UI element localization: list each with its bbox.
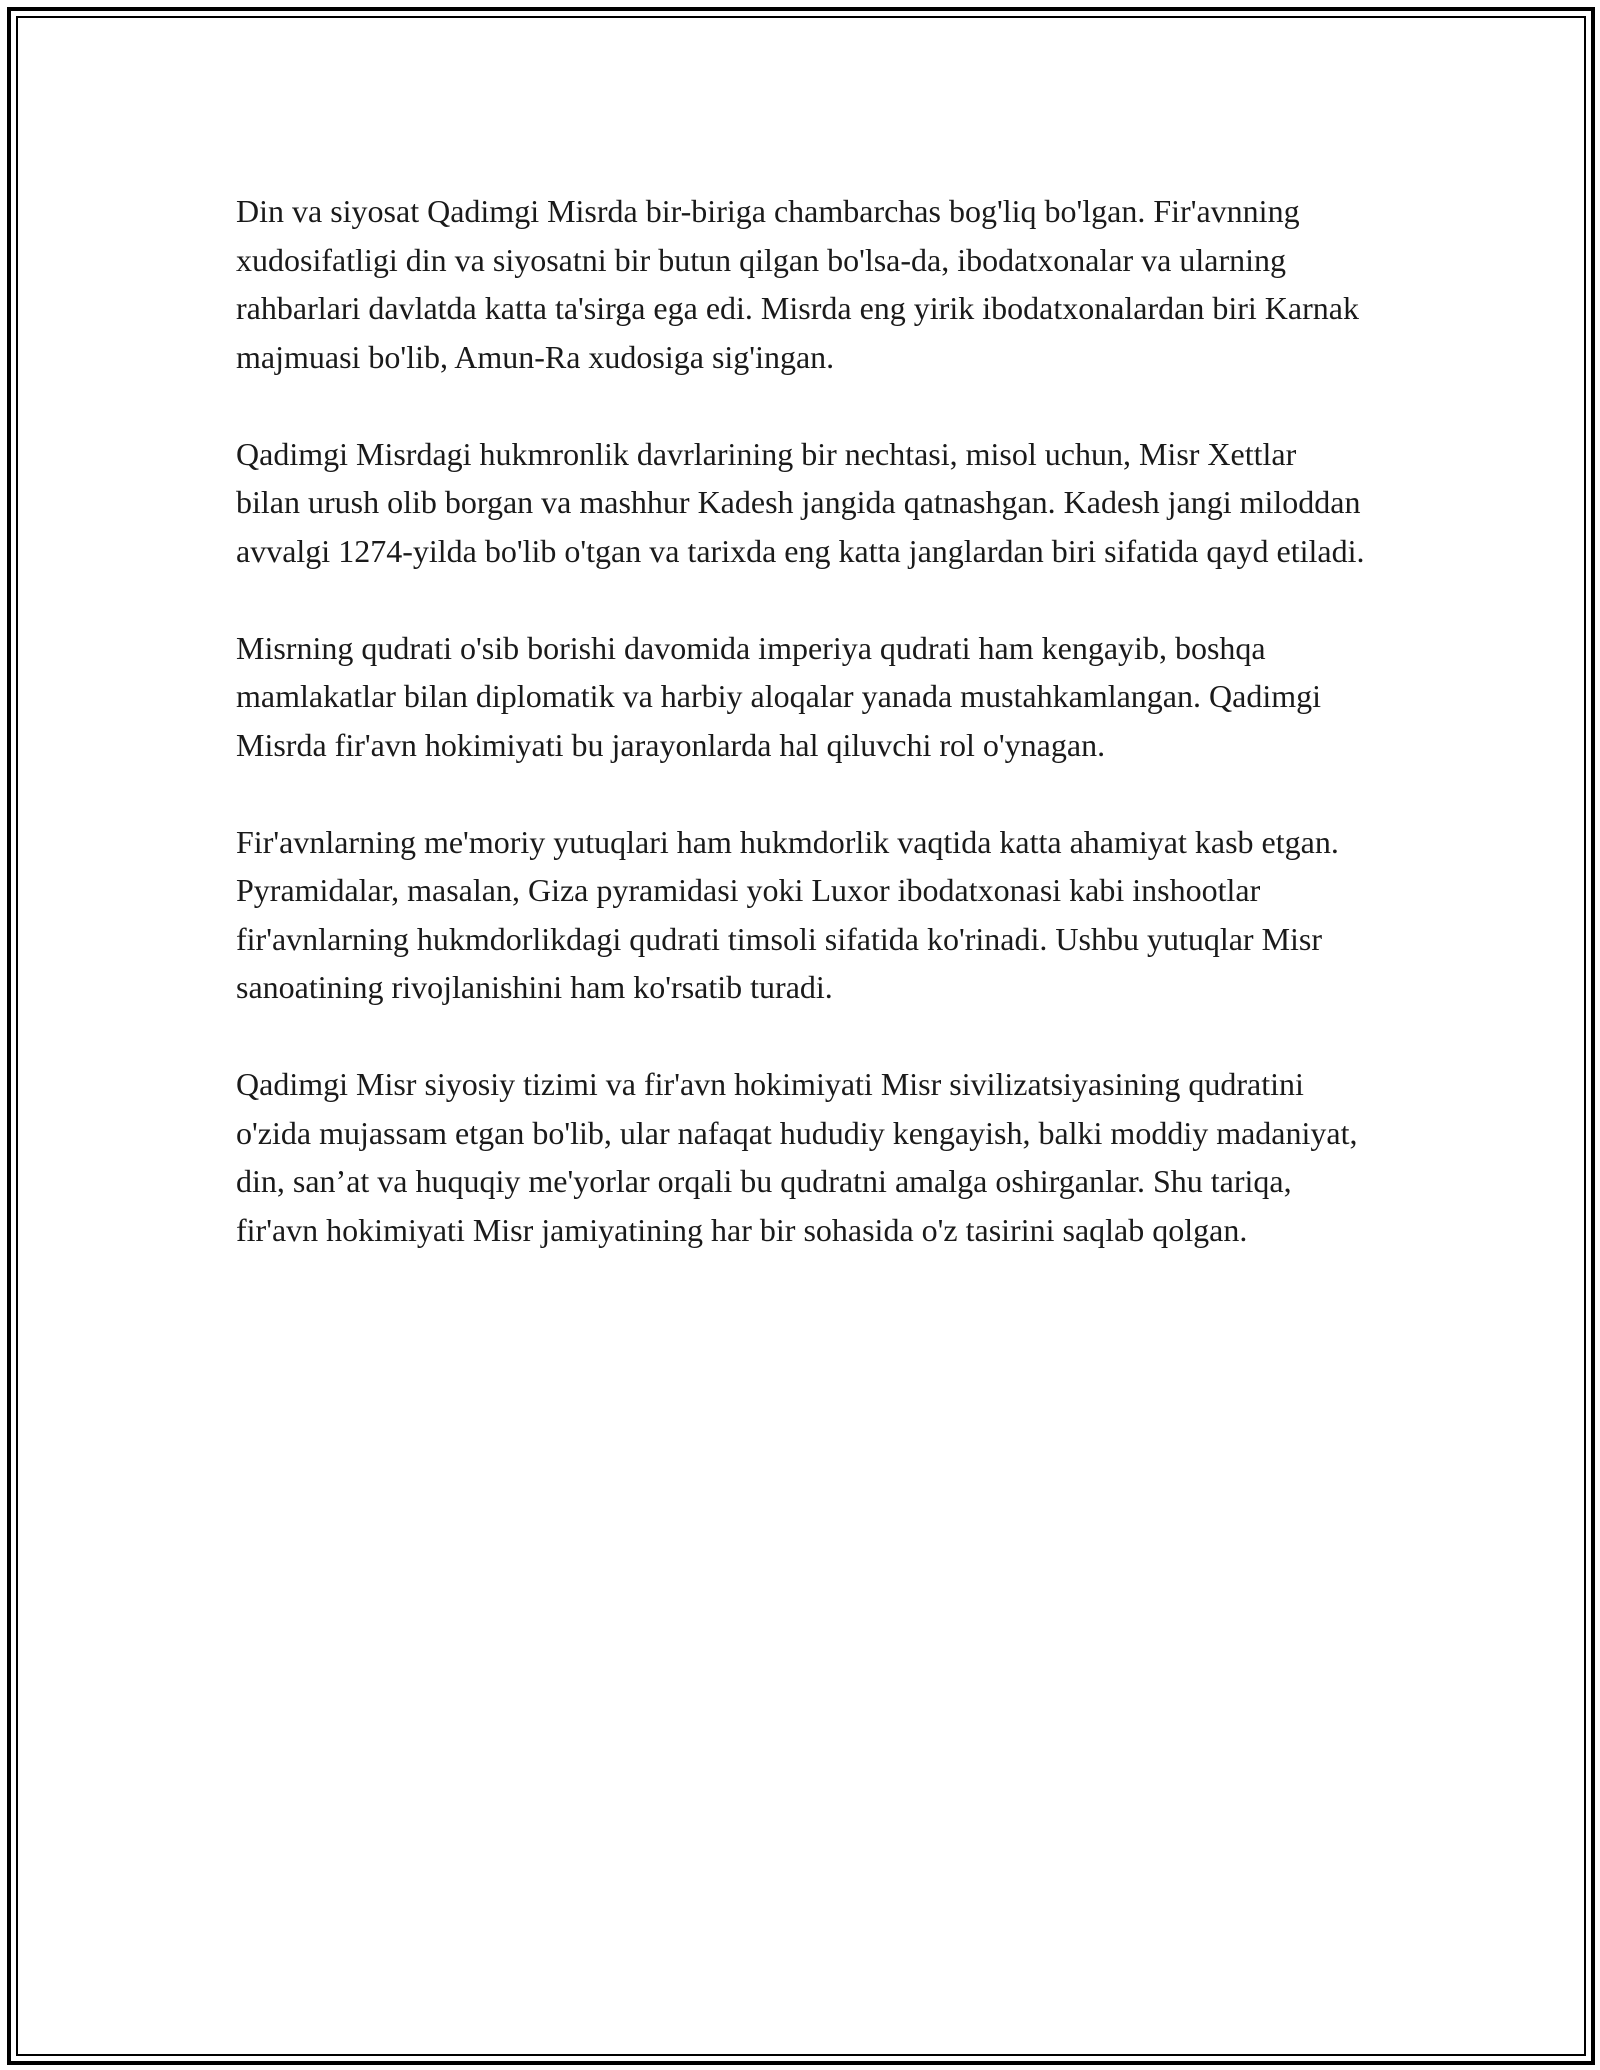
paragraph-4: Fir'avnlarning me'moriy yutuqlari ham hukmdorlik vaqtida katta ahamiyat kasb etgan. Pyramidalar, masalan, Giza pyramidasi yoki Luxor ibodatxonasi kabi inshootlar fir'avnlarning hukmdorlikdagi qudrati timsoli sifatida ko'rinadi. Ushbu yutuqlar Misr sanoatining rivojlanishini ham ko'rsatib turadi. bbox=[236, 823, 1339, 1005]
paragraph-5: Qadimgi Misr siyosiy tizimi va fir'avn hokimiyati Misr sivilizatsiyasining qudratini o'zida mujassam etgan bo'lib, ular nafaqat hududiy kengayish, balki moddiy madaniyat, din, san’at va huquqiy me'yorlar orqali bu qudratni amalga oshirganlar. Shu tariqa, fir'avn hokimiyati Misr jamiyatining har bir sohasida o'z tasirini saqlab qolgan. bbox=[236, 1066, 1358, 1248]
document-body bbox=[236, 187, 1366, 1303]
paragraph-2: Qadimgi Misrdagi hukmronlik davrlarining bir nechtasi, misol uchun, Misr Xettlar bilan urush olib borgan va mashhur Kadesh jangida qatnashgan. Kadesh jangi miloddan avvalgi 1274-yilda bo'lib o'tgan va tarixda eng katta janglardan biri sifatida qayd etiladi. bbox=[236, 435, 1365, 569]
paragraph-1: Din va siyosat Qadimgi Misrda bir-biriga chambarchas bog'liq bo'lgan. Fir'avnning xudosifatligi din va siyosatni bir butun qilgan bo'lsa-da, ibodatxonalar va ularning rahbarlari davlatda katta ta'sirga ega edi. Misrda eng yirik ibodatxonalardan biri Karnak majmuasi bo'lib, Amun-Ra xudosiga sig'ingan. bbox=[236, 193, 1359, 375]
paragraph-3: Misrning qudrati o'sib borishi davomida imperiya qudrati ham kengayib, boshqa mamlakatlar bilan diplomatik va harbiy aloqalar yanada mustahkamlangan. Qadimgi Misrda fir'avn hokimiyati bu jarayonlarda hal qiluvchi rol o'ynagan. bbox=[236, 629, 1321, 763]
